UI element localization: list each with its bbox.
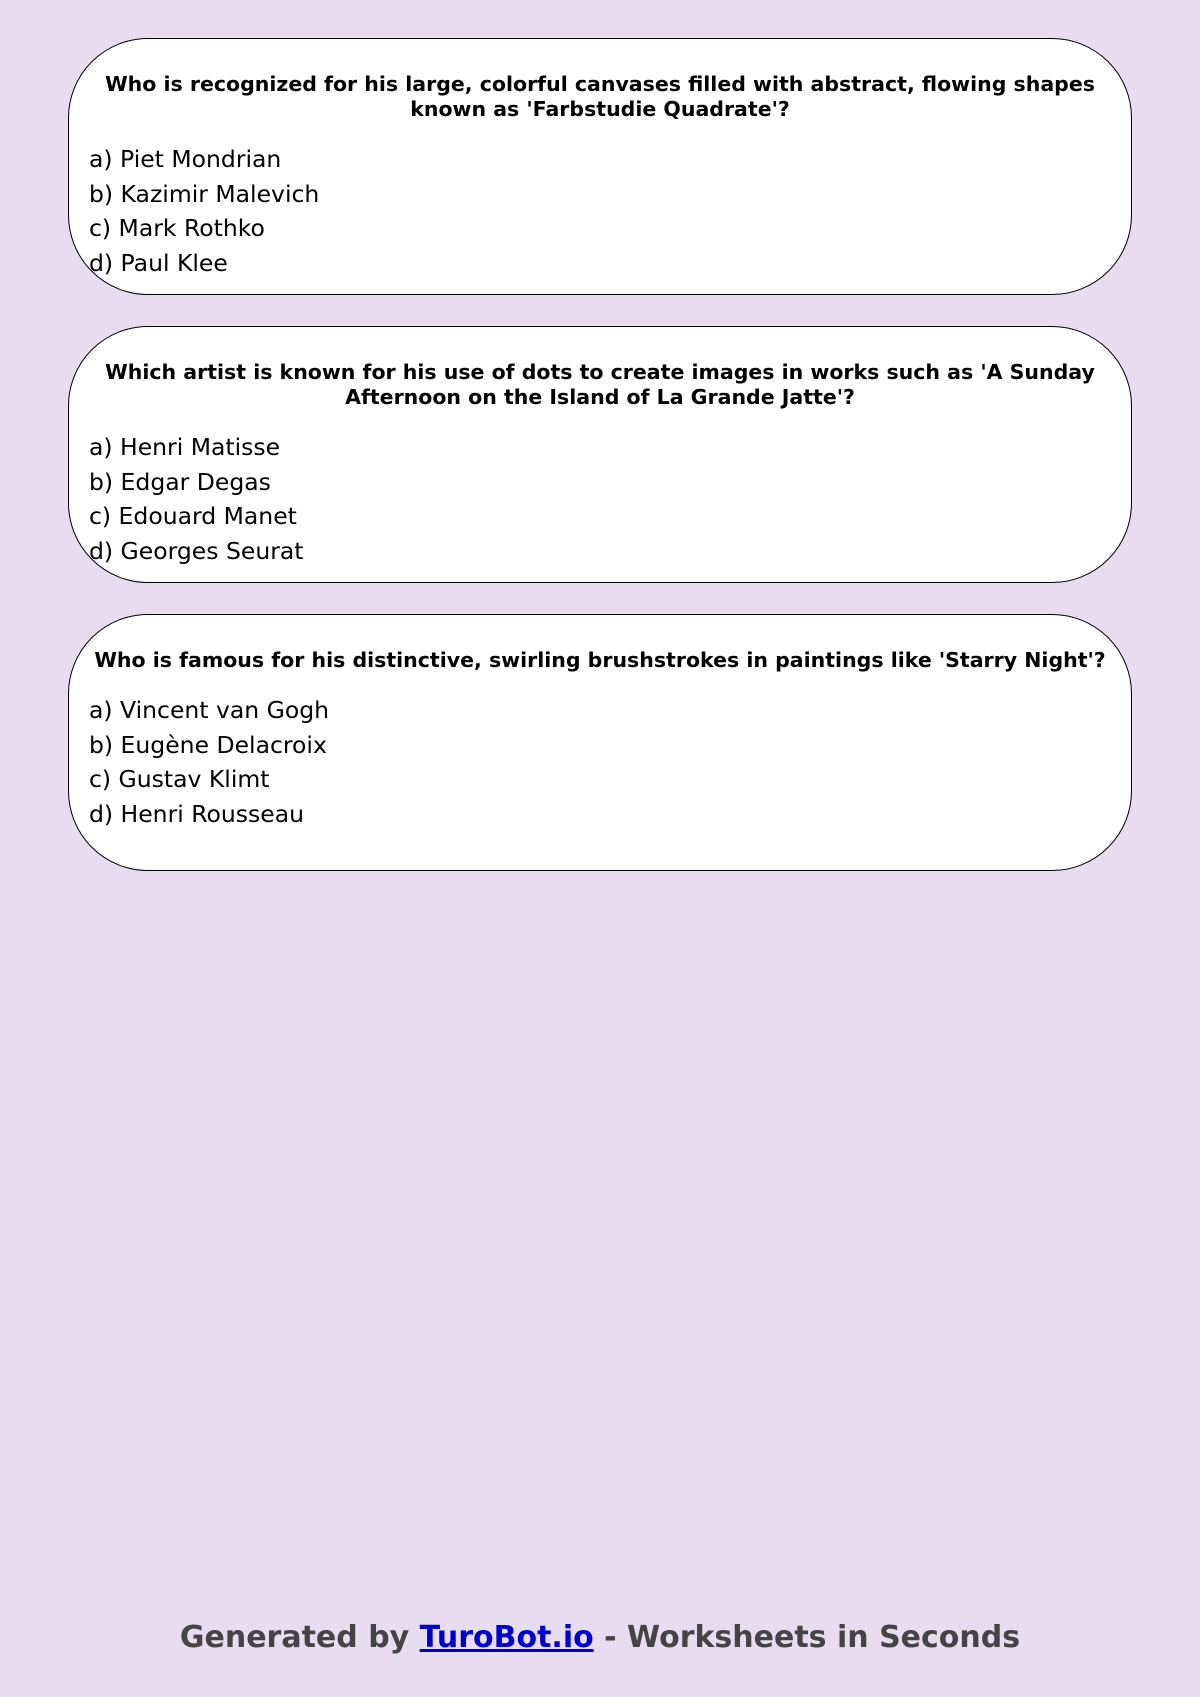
answer-option-d: d) Paul Klee — [89, 248, 228, 277]
answer-option-b: b) Kazimir Malevich — [89, 179, 320, 208]
question-card-1 — [68, 38, 1132, 295]
answer-option-c: c) Gustav Klimt — [89, 765, 270, 793]
answer-option-c: c) Edouard Manet — [89, 502, 297, 530]
footer-prefix: Generated by — [179, 1620, 420, 1655]
footer-suffix: - Worksheets in Seconds — [593, 1620, 1021, 1655]
question-text: Who is famous for his distinctive, swirling brushstrokes in paintings like 'Starry Night'? — [94, 648, 1106, 672]
question-card-3 — [68, 614, 1132, 871]
question-text: Who is recognized for his large, colorful canvases filled with abstract, flowing shapes known as 'Farbstudie Quadrate'? — [105, 72, 1095, 121]
answer-option-a: a) Vincent van Gogh — [89, 696, 330, 724]
answer-option-a: a) Henri Matisse — [89, 433, 281, 461]
question-card-2 — [68, 326, 1132, 583]
answer-option-b: b) Eugène Delacroix — [89, 730, 327, 759]
answer-option-d: d) Henri Rousseau — [89, 799, 305, 828]
turobot-link[interactable]: TuroBot.io — [419, 1620, 594, 1655]
answer-option-a: a) Piet Mondrian — [89, 145, 282, 173]
question-text: Which artist is known for his use of dots to create images in works such as 'A Sunday Afternoon on the Island of La Grande Jatte'? — [105, 360, 1095, 409]
answer-option-c: c) Mark Rothko — [89, 214, 265, 242]
question-list — [68, 38, 1132, 902]
answer-option-d: d) Georges Seurat — [89, 536, 304, 565]
answer-option-b: b) Edgar Degas — [89, 467, 271, 496]
footer-credit — [0, 1618, 1200, 1658]
